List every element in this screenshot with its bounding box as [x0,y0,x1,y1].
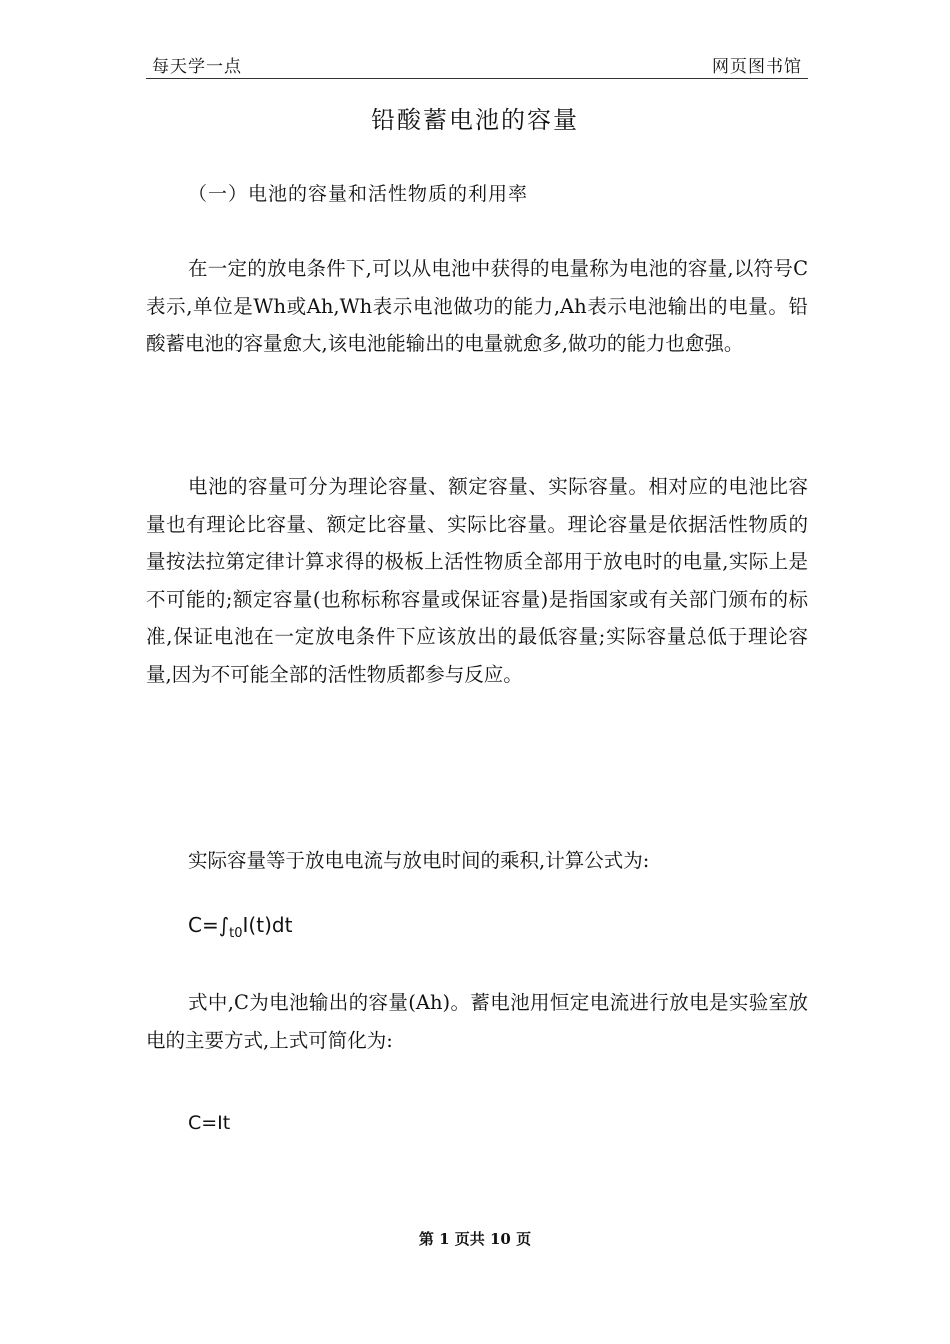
formula-body: I(t)dt [242,913,293,937]
document-title: 铅酸蓄电池的容量 [371,106,579,134]
formula-prefix: C=∫ [188,913,230,937]
page-header [146,50,808,79]
formula-subscript: t0 [229,926,243,941]
paragraph-1: 在一定的放电条件下,可以从电池中获得的电量称为电池的容量,以符号C表示,单位是Wh或Ah,Wh表示电池做功的能力,Ah表示电池输出的电量。铅酸蓄电池的容量愈大,该电池能输出的电量就愈多,做功的能力也愈强。 [146,257,808,355]
page-footer: 第 1 页共 10 页 [418,1230,532,1248]
simple-formula: C=It [188,1112,231,1134]
integral-formula [188,913,292,941]
paragraph-3: 实际容量等于放电电流与放电时间的乘积,计算公式为: [188,849,650,872]
paragraph-2: 电池的容量可分为理论容量、额定容量、实际容量。相对应的电池比容量也有理论比容量、额定比容量、实际比容量。理论容量是依据活性物质的量按法拉第定律计算求得的极板上活性物质全部用于放电时的电量,实际上是不可能的;额定容量(也称标称容量或保证容量)是指国家或有关部门颁布的标准,保证电池在一定放电条件下应该放出的最低容量;实际容量总低于理论容量,因为不可能全部的活性物质都参与反应。 [146,475,808,686]
paragraph-4: 式中,C为电池输出的容量(Ah)。蓄电池用恒定电流进行放电是实验室放电的主要方式,上式可简化为: [146,991,808,1052]
header-left-text: 每天学一点 [152,57,242,77]
section-heading: （一）电池的容量和活性物质的利用率 [188,183,529,205]
header-right-text: 网页图书馆 [712,57,802,77]
